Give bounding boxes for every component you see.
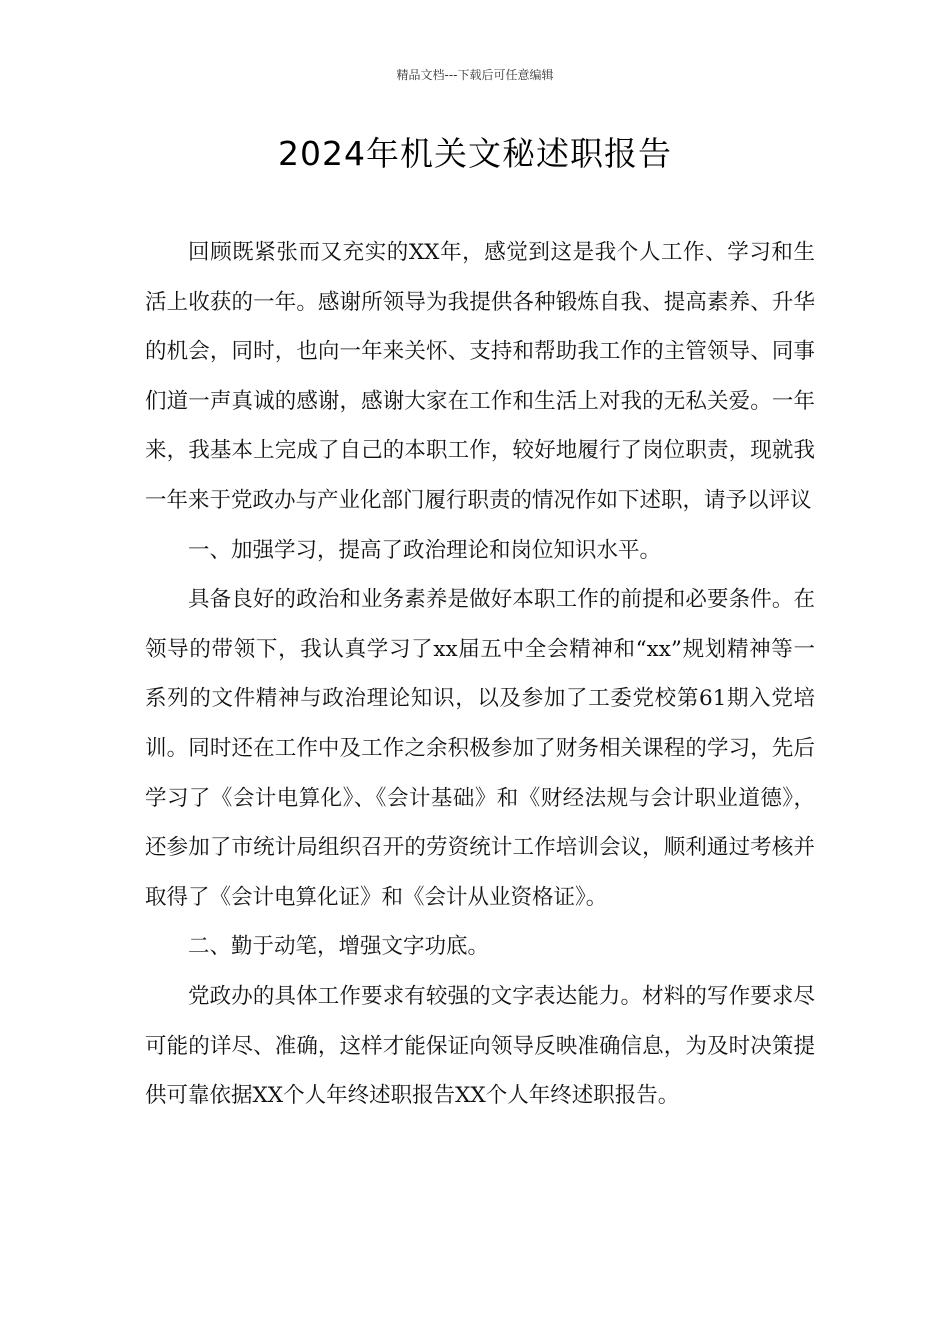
section-heading-1: 一、加强学习，提高了政治理论和岗位知识水平。: [188, 537, 662, 563]
paragraph-writing: 党政办的具体工作要求有较强的文字表达能力。材料的写作要求尽可能的详尽、准确，这样才能保证向领导反映准确信息，为及时决策提供可靠依据XX个人年终述职报告XX个人年终述职报告。: [145, 983, 815, 1109]
paragraph-study: 具备良好的政治和业务素养是做好本职工作的前提和必要条件。在领导的带领下，我认真学习了xx届五中全会精神和“xx”规划精神等一系列的文件精神与政治理论知识，以及参加了工委党校第61期入党培训。同时还在工作中及工作之余积极参加了财务相关课程的学习，先后学习了《会计电算化》、《会计基础》和《财经法规与会计职业道德》，还参加了市统计局组织召开的劳资统计工作培训会议，顺利通过考核并取得了《会计电算化证》和《会计从业资格证》。: [145, 587, 815, 910]
header-note: 精品文档---下载后可任意编辑: [396, 68, 554, 82]
document-title: 2024年机关文秘述职报告: [278, 134, 672, 173]
document-body: [145, 228, 815, 1121]
paragraph-intro: 回顾既紧张而又充实的XX年，感觉到这是我个人工作、学习和生活上收获的一年。感谢所领导为我提供各种锻炼自我、提高素养、升华的机会，同时，也向一年来关怀、支持和帮助我工作的主管领导、同事们道一声真诚的感谢，感谢大家在工作和生活上对我的无私关爱。一年来，我基本上完成了自己的本职工作，较好地履行了岗位职责，现就我一年来于党政办与产业化部门履行职责的情况作如下述职，请予以评议: [145, 240, 815, 513]
section-heading-2: 二、勤于动笔，增强文字功底。: [188, 934, 490, 960]
